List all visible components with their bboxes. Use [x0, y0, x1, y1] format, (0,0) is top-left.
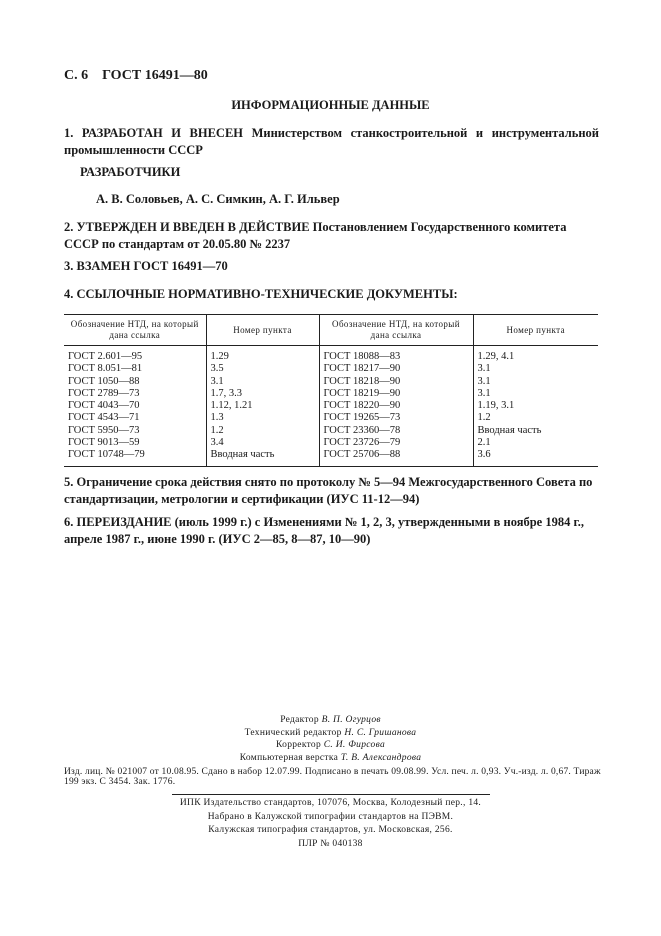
cell-ntd-left: ГОСТ 9013—59 — [68, 437, 140, 449]
credit-proofreader: Корректор С. И. Фирсова — [275, 740, 385, 751]
cell-ntd-left: ГОСТ 2.601—95 — [68, 351, 143, 362]
table-row — [64, 437, 598, 449]
references-table — [64, 314, 598, 467]
cell-clause-left: 3.1 — [206, 376, 319, 388]
cell-ntd-left: ГОСТ 4043—70 — [68, 400, 140, 412]
table-row — [64, 351, 598, 363]
cell-clause-right: Вводная часть — [473, 425, 598, 437]
cell-clause-left: 1.7, 3.3 — [206, 388, 319, 400]
cell-ntd-left: ГОСТ 8.051—81 — [68, 363, 143, 375]
cell-ntd-left: ГОСТ 4543—71 — [68, 412, 140, 424]
cell-ntd-right: ГОСТ 23360—78 — [319, 425, 473, 437]
cell-ntd-right: ГОСТ 19265—73 — [319, 412, 473, 424]
page-header — [64, 68, 208, 84]
table-row — [64, 425, 598, 437]
table-row — [64, 449, 598, 461]
col-header-ntd-right: Обозначение НТД, на который дана ссылка — [319, 315, 473, 346]
cell-ntd-right: ГОСТ 18220—90 — [319, 400, 473, 412]
developers-heading: РАЗРАБОТЧИКИ — [80, 165, 181, 179]
cell-clause-right: 1.19, 3.1 — [473, 400, 598, 412]
cell-clause-right: 3.1 — [473, 376, 598, 388]
credit-layout: Компьютерная верстка Т. В. Александрова — [239, 752, 422, 763]
cell-clause-left: 1.3 — [206, 412, 319, 424]
table-row — [64, 363, 598, 375]
publication-info: Изд. лиц. № 021007 от 10.08.95. Сдано в набор 12.07.99. Подписано в печать 09.08.99. Усл. печ. л. 0,93. Уч.-изд. л. 0,67. Тираж 199 экз. С 3454. Зак. 1776. — [64, 767, 601, 787]
footer-line-2: Набрано в Калужской типографии стандартов на ПЭВМ. — [207, 811, 454, 822]
footer-divider — [172, 794, 490, 795]
cell-ntd-right: ГОСТ 25706—88 — [319, 449, 473, 461]
cell-ntd-left: ГОСТ 2789—73 — [68, 387, 140, 399]
cell-ntd-left: ГОСТ 10748—79 — [68, 449, 145, 461]
col-header-clause-left: Номер пункта — [206, 315, 319, 346]
table-header-row — [64, 315, 598, 346]
credits-block — [0, 714, 661, 764]
cell-clause-right: 3.1 — [473, 388, 598, 400]
cell-clause-left: 3.4 — [206, 437, 319, 449]
cell-clause-left: 3.5 — [206, 363, 319, 375]
cell-clause-right: 3.6 — [473, 449, 598, 461]
cell-ntd-right: ГОСТ 18217—90 — [319, 363, 473, 375]
table-row — [64, 412, 598, 424]
table-row — [64, 376, 598, 388]
cell-clause-left: 1.12, 1.21 — [206, 400, 319, 412]
standard-code: ГОСТ 16491—80 — [102, 68, 208, 83]
page-title: ИНФОРМАЦИОННЫЕ ДАННЫЕ — [231, 98, 430, 112]
cell-clause-right: 1.29, 4.1 — [473, 351, 598, 363]
cell-clause-left: 1.29 — [206, 351, 319, 363]
table-row — [64, 388, 598, 400]
cell-ntd-right: ГОСТ 18088—83 — [319, 351, 473, 363]
footer-line-1: ИПК Издательство стандартов, 107076, Москва, Колодезный пер., 14. — [179, 798, 482, 808]
section-reissue: 6. ПЕРЕИЗДАНИЕ (июль 1999 г.) с Изменениями № 1, 2, 3, утвержденными в ноябре 1984 г., апреле 1987 г., июне 1990 г. (ИУС 2—85, 8—87, 10—90) — [64, 515, 584, 546]
cell-ntd-right: ГОСТ 18219—90 — [319, 388, 473, 400]
table-row — [64, 400, 598, 412]
developers-names: А. В. Соловьев, А. С. Симкин, А. Г. Ильвер — [96, 192, 340, 206]
section-references: 4. ССЫЛОЧНЫЕ НОРМАТИВНО-ТЕХНИЧЕСКИЕ ДОКУМЕНТЫ: — [64, 287, 458, 301]
cell-clause-right: 3.1 — [473, 363, 598, 375]
section-developed-by: 1. РАЗРАБОТАН И ВНЕСЕН Министерством станкостроительной и инструментальной промышленности СССР — [64, 126, 599, 157]
cell-clause-right: 2.1 — [473, 437, 598, 449]
credit-editor: Редактор В. П. Огурцов — [280, 715, 381, 725]
footer-line-3: Калужская типография стандартов, ул. Московская, 256. — [208, 825, 453, 835]
publisher-footer — [0, 797, 661, 851]
col-header-ntd-left: Обозначение НТД, на который дана ссылка — [64, 315, 206, 346]
footer-line-4: ПЛР № 040138 — [298, 838, 363, 849]
cell-ntd-left: ГОСТ 5950—73 — [68, 424, 140, 436]
page-number: С. 6 — [64, 68, 89, 83]
section-validity: 5. Ограничение срока действия снято по протоколу № 5—94 Межгосударственного Совета по стандартизации, метрологии и сертификации (ИУС 11-12—94) — [64, 475, 593, 506]
cell-clause-left: 1.2 — [206, 425, 319, 437]
cell-clause-right: 1.2 — [473, 412, 598, 424]
section-approved: 2. УТВЕРЖДЕН И ВВЕДЕН В ДЕЙСТВИЕ Постановлением Государственного комитета СССР по стандартам от 20.05.80 № 2237 — [64, 220, 567, 251]
cell-ntd-left: ГОСТ 1050—88 — [68, 375, 140, 387]
section-replaces: 3. ВЗАМЕН ГОСТ 16491—70 — [64, 259, 228, 273]
col-header-clause-right: Номер пункта — [473, 315, 598, 346]
cell-clause-left: Вводная часть — [206, 449, 319, 461]
cell-ntd-right: ГОСТ 18218—90 — [319, 376, 473, 388]
cell-ntd-right: ГОСТ 23726—79 — [319, 437, 473, 449]
credit-tech-editor: Технический редактор Н. С. Гришанова — [244, 727, 417, 738]
